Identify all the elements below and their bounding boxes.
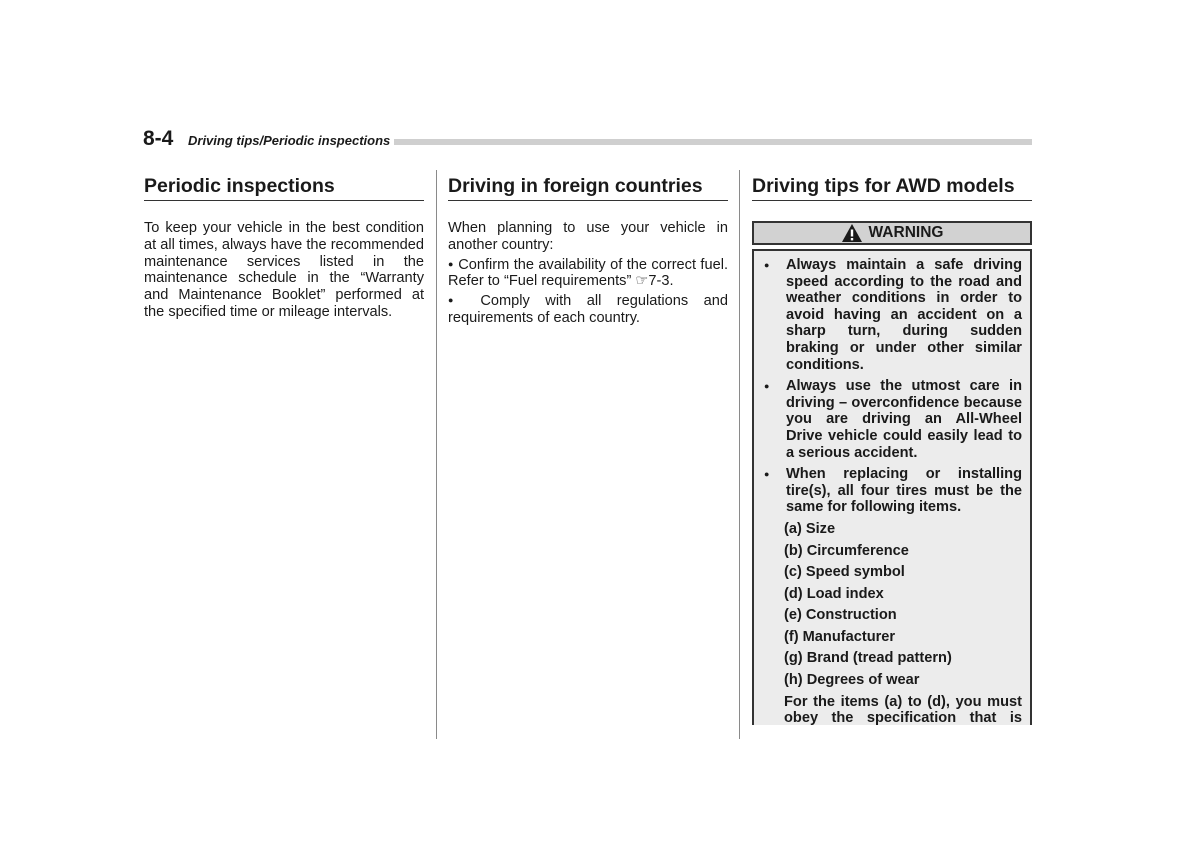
- warning-bullet-3: [762, 466, 1022, 516]
- foreign-countries-intro: When planning to use your vehicle in another country:: [448, 220, 728, 253]
- foreign-bullet-1: [448, 256, 728, 291]
- warning-tail-text: For the items (a) to (d), you must obey the specification that is: [784, 693, 1022, 725]
- warning-bullet-3-text: When replacing or installing tire(s), all four tires must be the same for following items.: [786, 466, 1022, 516]
- page-number: 8-4: [143, 126, 177, 152]
- column-periodic-inspections: [144, 174, 424, 321]
- warning-label: WARNING: [868, 224, 944, 241]
- heading-periodic-inspections: Periodic inspections: [144, 174, 424, 201]
- tire-item-h: (h) Degrees of wear: [784, 672, 920, 689]
- bullet-icon: ●: [764, 381, 770, 392]
- foreign-bullet-2: [448, 292, 728, 327]
- warning-bullet-1-text: Always maintain a safe driving speed according to the road and weather conditions in order to avoid having an accident on a sharp turn, during sudden braking or under other similar conditions.: [786, 257, 1022, 373]
- heading-awd-tips: Driving tips for AWD models: [752, 174, 1032, 201]
- warning-bullet-1: [762, 257, 1022, 373]
- heading-foreign-countries: Driving in foreign countries: [448, 174, 728, 201]
- tire-item-d: (d) Load index: [784, 585, 884, 602]
- warning-header: [752, 221, 1032, 245]
- warning-bullet-2: [762, 378, 1022, 461]
- bullet-icon: ●: [448, 258, 454, 269]
- column-foreign-countries: [448, 174, 728, 327]
- tire-item-a: (a) Size: [784, 520, 836, 537]
- tire-item-b: (b) Circumference: [784, 542, 909, 559]
- tire-item-e: (e) Construction: [784, 607, 897, 624]
- bullet-icon: ●: [448, 295, 465, 306]
- bullet-icon: ●: [764, 469, 770, 480]
- warning-triangle-icon: [841, 223, 863, 243]
- warning-box: [752, 249, 1032, 725]
- page-header: [143, 126, 1032, 152]
- foreign-bullet-2-text: Comply with all regulations and requirements of each country.: [448, 293, 729, 326]
- column-divider-1: [436, 170, 437, 739]
- bullet-icon: ●: [764, 260, 770, 270]
- column-divider-2: [739, 170, 740, 739]
- tire-item-c: (c) Speed symbol: [784, 564, 905, 581]
- periodic-inspections-text: To keep your vehicle in the best condition at all times, always have the recommended maintenance services listed in the maintenance schedule in the “Warranty and Maintenance Booklet” performed at the specified time or mileage intervals.: [144, 220, 424, 320]
- tire-item-g: (g) Brand (tread pattern): [784, 650, 952, 667]
- warning-bullet-2-text: Always use the utmost care in driving – overconfidence because you are driving an All-Wheel Drive vehicle could easily lead to a serious accident.: [786, 378, 1022, 461]
- tire-item-f: (f) Manufacturer: [784, 628, 896, 645]
- column-awd-tips: [752, 174, 1032, 725]
- chapter-title: Driving tips/Periodic inspections: [188, 132, 394, 150]
- foreign-bullet-1-text: Confirm the availability of the correct fuel. Refer to “Fuel requirements” ☞7-3.: [448, 256, 729, 290]
